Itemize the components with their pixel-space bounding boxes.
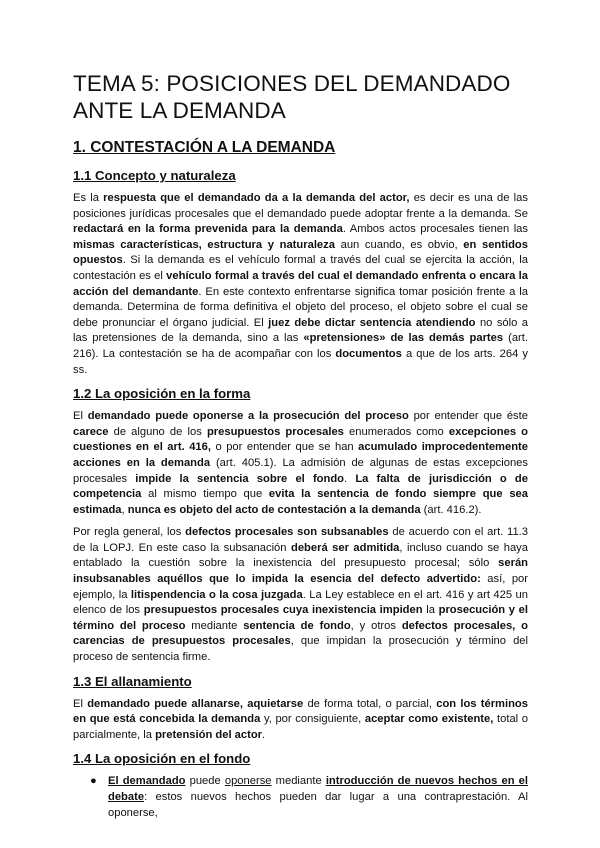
subsection-heading-concepto: 1.1 Concepto y naturaleza bbox=[73, 168, 236, 183]
bullet-icon: ● bbox=[90, 775, 97, 788]
paragraph-allanamiento: El demandado puede allanarse, aquietarse de forma total, o parcial, con los términos en que está concebida la demanda y, por consiguiente, aceptar como existente, total o parcialmente, la pretensión del actor. bbox=[73, 697, 529, 741]
list-item: ● El demandado puede oponerse mediante introducción de nuevos hechos en el debate: estos nuevos hechos pueden dar lugar a una contraprestación. Al oponerse, bbox=[90, 775, 528, 819]
subsection-heading-oposicion-forma: 1.2 La oposición en la forma bbox=[73, 386, 251, 402]
subsection-heading-allanamiento: 1.3 El allanamiento bbox=[73, 673, 192, 689]
subsection-heading-oposicion-fondo: 1.4 La oposición en el fondo bbox=[73, 751, 251, 767]
paragraph-oposicion-forma-1: El demandado puede oponerse a la prosecución del proceso por entender que éste carece de alguno de los presupuestos procesales enumerados como excepciones o cuestiones en el art. 416, o por entender que se han acumulado improcedentemente acciones en la demanda (art. 405.1). La admisión de algunas de estas excepciones procesales impide la sentencia sobre el fondo. La falta de jurisdicción o de competencia al mismo tiempo que evita la sentencia de fondo siempre que sea estimada, nunca es objeto del acto de contestación a la demanda (art. 416.2). bbox=[73, 410, 529, 516]
bullet-list bbox=[73, 774, 528, 821]
paragraph-concepto: Es la respuesta que el demandado da a la demanda del actor, es decir es una de las posiciones jurídicas procesales que el demandado puede adoptar frente a la demanda. Se redactará en la forma prevenida para la demanda. Ambos actos procesales tienen las mismas características, estructura y naturaleza aun cuando, es obvio, en sentidos opuestos. Si la demanda es el vehículo formal a través del cual se ejercita la acción, la contestación es el vehículo formal a través del cual el demandado enfrenta o encara la acción del demandante. En este contexto enfrentarse significa tomar posición frente a la demanda. Determina de forma definitiva el objeto del proceso, el objeto sobre el cual se debe pronunciar el órgano judicial. El juez debe dictar sentencia atendiendo no sólo a las pretensiones de la demanda, sino a las «pretensiones» de las demás partes (art. 216). La contestación se ha de acompañar con los documentos a que de los arts. 264 y ss. bbox=[73, 192, 529, 376]
section-heading-contestacion: 1. CONTESTACIÓN A LA DEMANDA bbox=[73, 139, 336, 156]
paragraph-oposicion-forma-2: Por regla general, los defectos procesales son subsanables de acuerdo con el art. 11.3 de la LOPJ. En este caso la subsanación deberá ser admitida, incluso cuando se haya entablado la cuestión sobre la inexistencia del presupuesto procesal; sólo serán insubsanables aquéllos que lo impida la esencia del defecto advertido: así, por ejemplo, la litispendencia o la cosa juzgada. La Ley establece en el art. 416 y art 425 un elenco de los presupuestos procesales cuya inexistencia impiden la prosecución y el término del proceso mediante sentencia de fondo, y otros defectos procesales, o carencias de presupuestos procesales, que impidan la prosecución y término del proceso de sentencia firme. bbox=[73, 526, 529, 664]
page-title: TEMA 5: POSICIONES DEL DEMANDADO ANTE LA DEMANDA bbox=[73, 71, 511, 123]
